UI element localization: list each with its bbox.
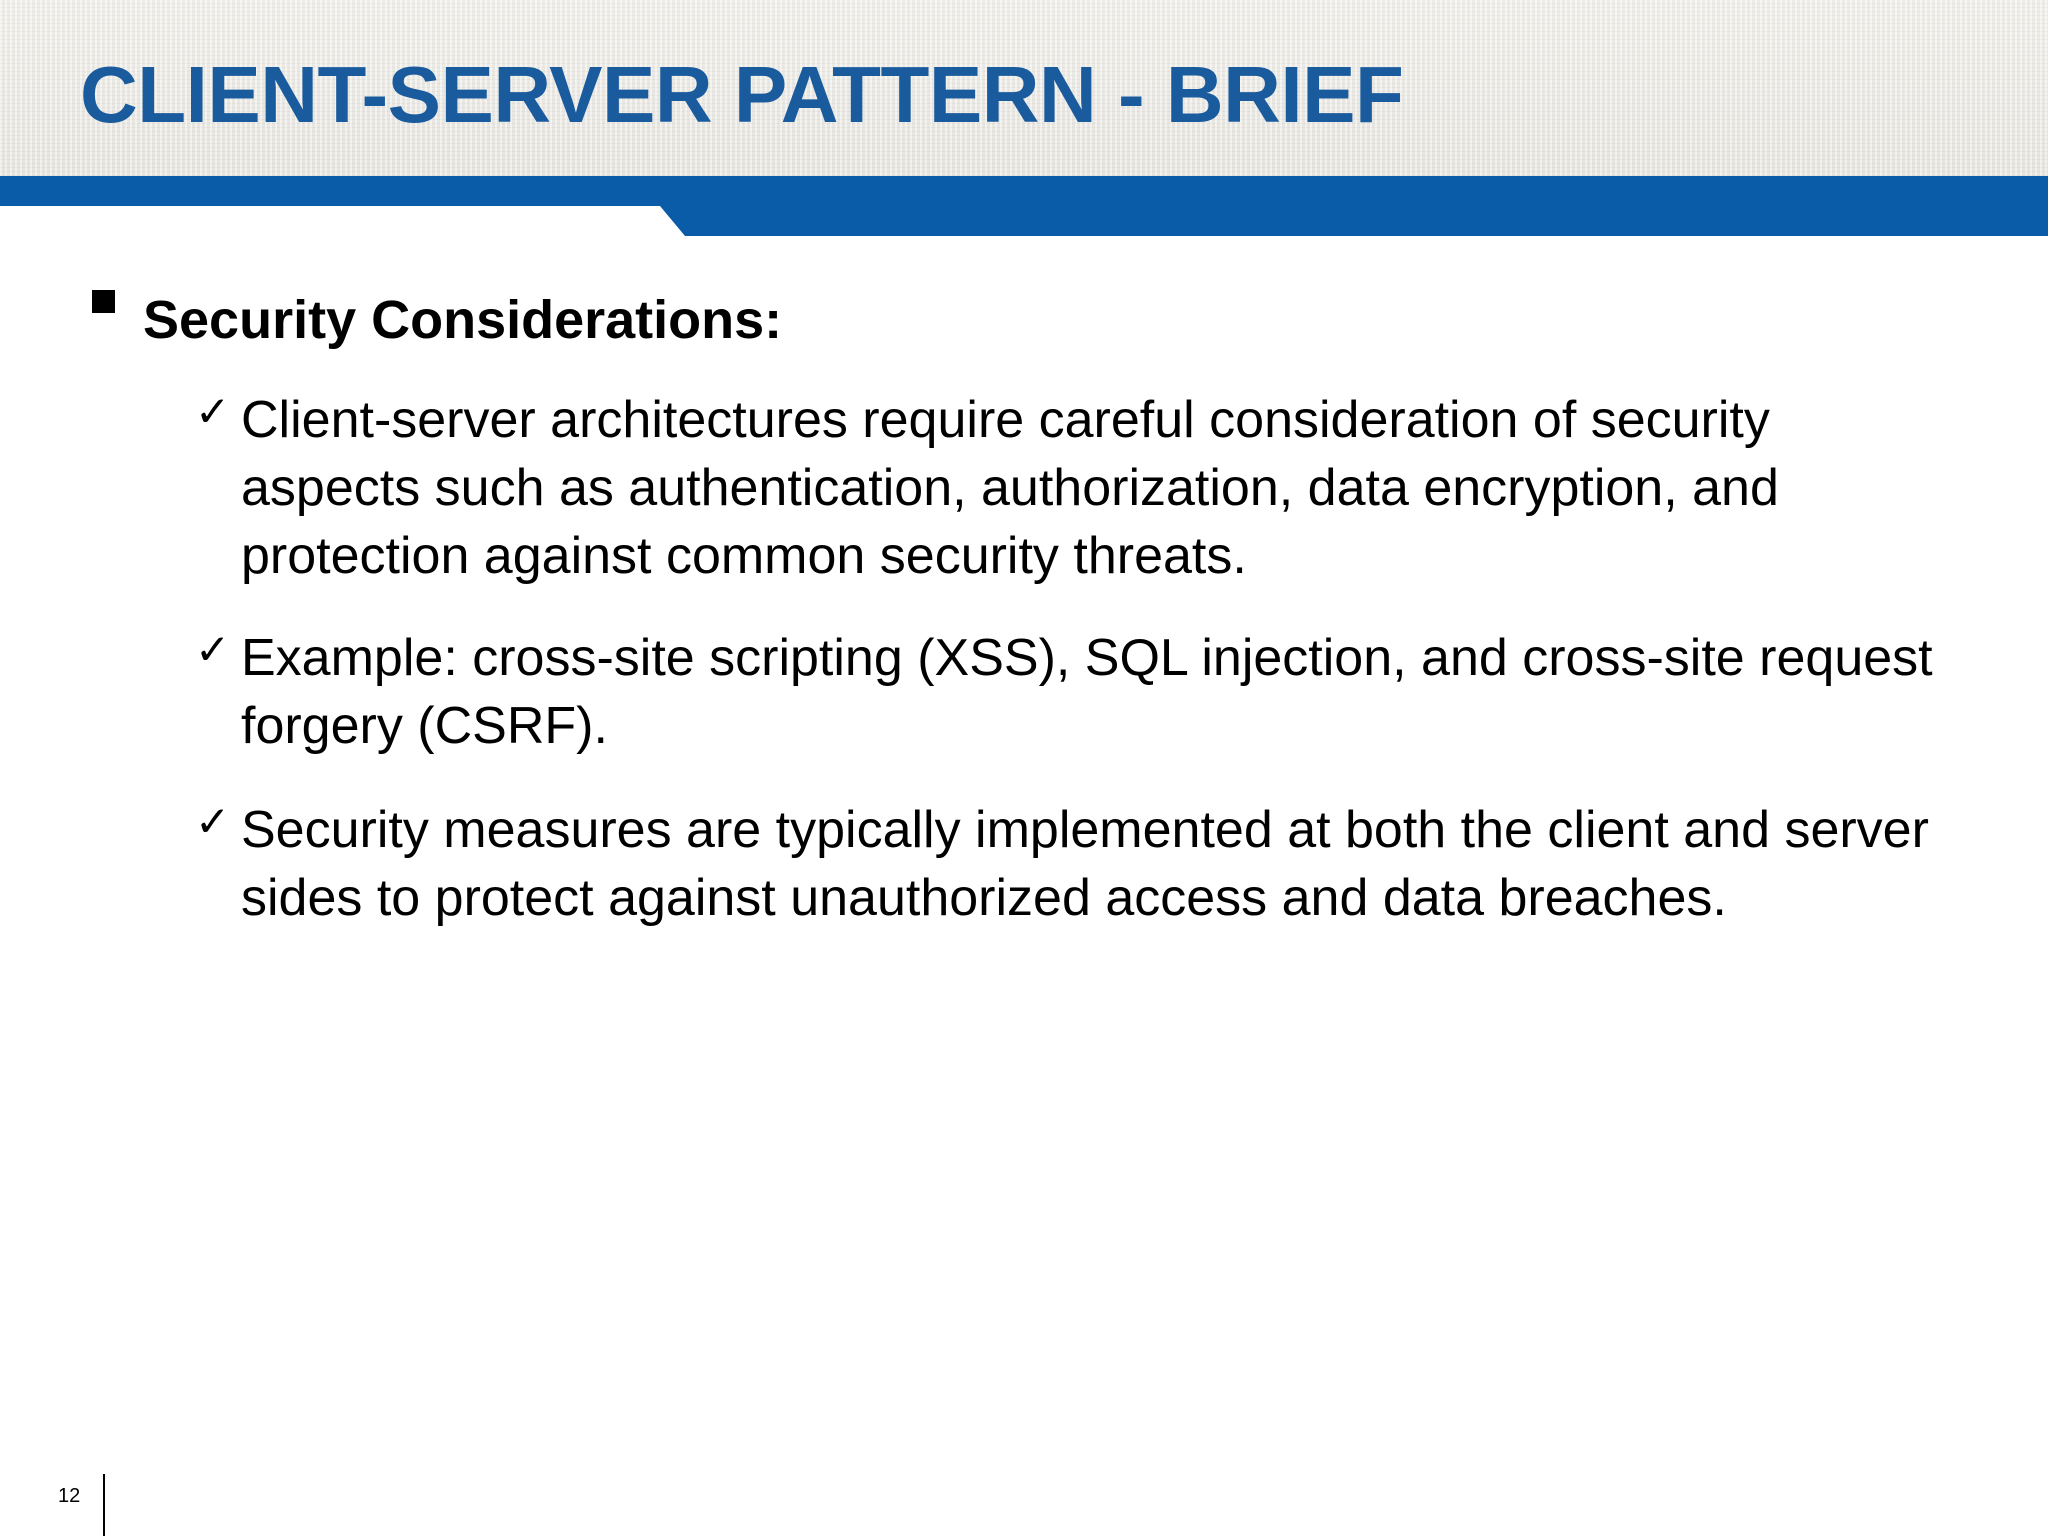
list-item-text: Client-server architectures require careful consideration of security aspects such as authentication, authorization, data encryption, and protection against common security threats. xyxy=(241,391,1779,585)
accent-band-shape xyxy=(0,176,2048,236)
page-number: 12 xyxy=(58,1485,81,1507)
list-item xyxy=(195,796,1955,932)
checkmark-icon: ✓ xyxy=(195,797,231,846)
list-item-text: Example: cross-site scripting (XSS), SQL injection, and cross-site request forgery (CSRF). xyxy=(241,629,1933,755)
checkmark-icon: ✓ xyxy=(195,387,231,436)
list-item-text: Security measures are typically implemented at both the client and server sides to protect against unauthorized access and data breaches. xyxy=(241,801,1929,927)
section-heading: Security Considerations: xyxy=(143,290,783,350)
header-accent-band xyxy=(0,176,2048,236)
list-item xyxy=(195,624,1955,760)
footer-divider xyxy=(103,1474,105,1536)
slide-title: CLIENT-SERVER PATTERN - BRIEF xyxy=(80,50,1404,139)
square-bullet-icon xyxy=(92,290,115,313)
list-item xyxy=(195,386,1955,590)
checkmark-icon: ✓ xyxy=(195,625,231,674)
